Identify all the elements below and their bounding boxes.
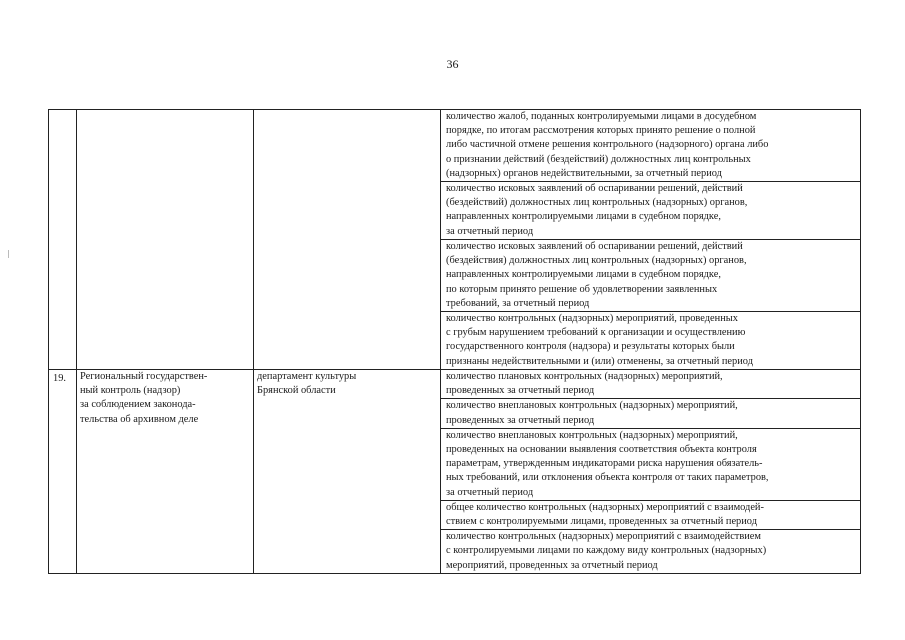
table-row	[49, 110, 861, 182]
indicator-cell	[441, 240, 861, 312]
indicator-text: количество плановых контрольных (надзорных) мероприятий, проведенных за отчетный период	[446, 371, 723, 397]
indicator-text: общее количество контрольных (надзорных) мероприятий с взаимодей- ствием с контролируемыми лицами, проведенных за отчетный период	[446, 501, 764, 528]
indicator-cell	[441, 399, 861, 428]
authority-cell	[254, 370, 441, 574]
indicator-text: количество внеплановых контрольных (надзорных) мероприятий, проведенных за отчетный период	[446, 400, 738, 426]
control-name-cell	[77, 110, 254, 370]
page-number: 36	[446, 57, 459, 71]
authority-cell	[254, 110, 441, 370]
indicator-text: количество исковых заявлений об оспаривании решений, действий (бездействий) должностных лиц контрольных (надзорных) органов, направленных контролируемыми лицами в судебном порядке, за отчетный период	[446, 183, 748, 237]
scan-mark	[8, 250, 9, 258]
indicator-cell	[441, 110, 861, 182]
row-number: 19.	[53, 373, 66, 385]
indicator-cell	[441, 312, 861, 370]
indicator-text: количество жалоб, поданных контролируемыми лицами в досудебном порядке, по итогам рассмотрения которых принято решение о полной либо частичной отмене решения контрольного (надзорного) органа либо о признании действий (бездействий) должностных лиц контрольных (надзорных) органов недействительными, за отчетный период	[446, 111, 769, 179]
indicator-cell	[441, 428, 861, 500]
authority-name: департамент культуры Брянской области	[257, 371, 357, 397]
indicators-table	[48, 109, 861, 574]
control-name-cell	[77, 370, 254, 574]
indicator-text: количество контрольных (надзорных) мероприятий с взаимодействием с контролируемыми лицами по каждому виду контрольных (надзорных) мероприятий, проведенных за отчетный период	[446, 531, 767, 571]
indicator-text: количество исковых заявлений об оспаривании решений, действий (бездействия) должностных лиц контрольных (надзорных) органов, направленных контролируемыми лицами в судебном порядке, по которым принято решение об удовлетворении заявленных требований, за отчетный период	[446, 241, 747, 309]
indicator-cell	[441, 530, 861, 574]
indicator-text: количество внеплановых контрольных (надзорных) мероприятий, проведенных на основании выявления соответствия объекта контроля параметрам, утвержденным индикаторами риска нарушения обязатель- ных требований, или отклонения объекта контроля от таких параметров, за отчетный период	[446, 429, 769, 498]
indicator-cell	[441, 500, 861, 529]
row-number-cell	[49, 370, 77, 574]
table-row	[49, 370, 861, 399]
row-number-cell	[49, 110, 77, 370]
indicator-text: количество контрольных (надзорных) мероприятий, проведенных с грубым нарушением требований к организации и осуществлению государственного контроля (надзора) и результаты которых были признаны недействительными и (или) отменены, за отчетный период	[446, 313, 753, 367]
control-name: Региональный государствен- ный контроль (надзор) за соблюдением законода- тельства об архивном деле	[80, 371, 208, 425]
indicator-cell	[441, 370, 861, 399]
indicator-cell	[441, 182, 861, 240]
